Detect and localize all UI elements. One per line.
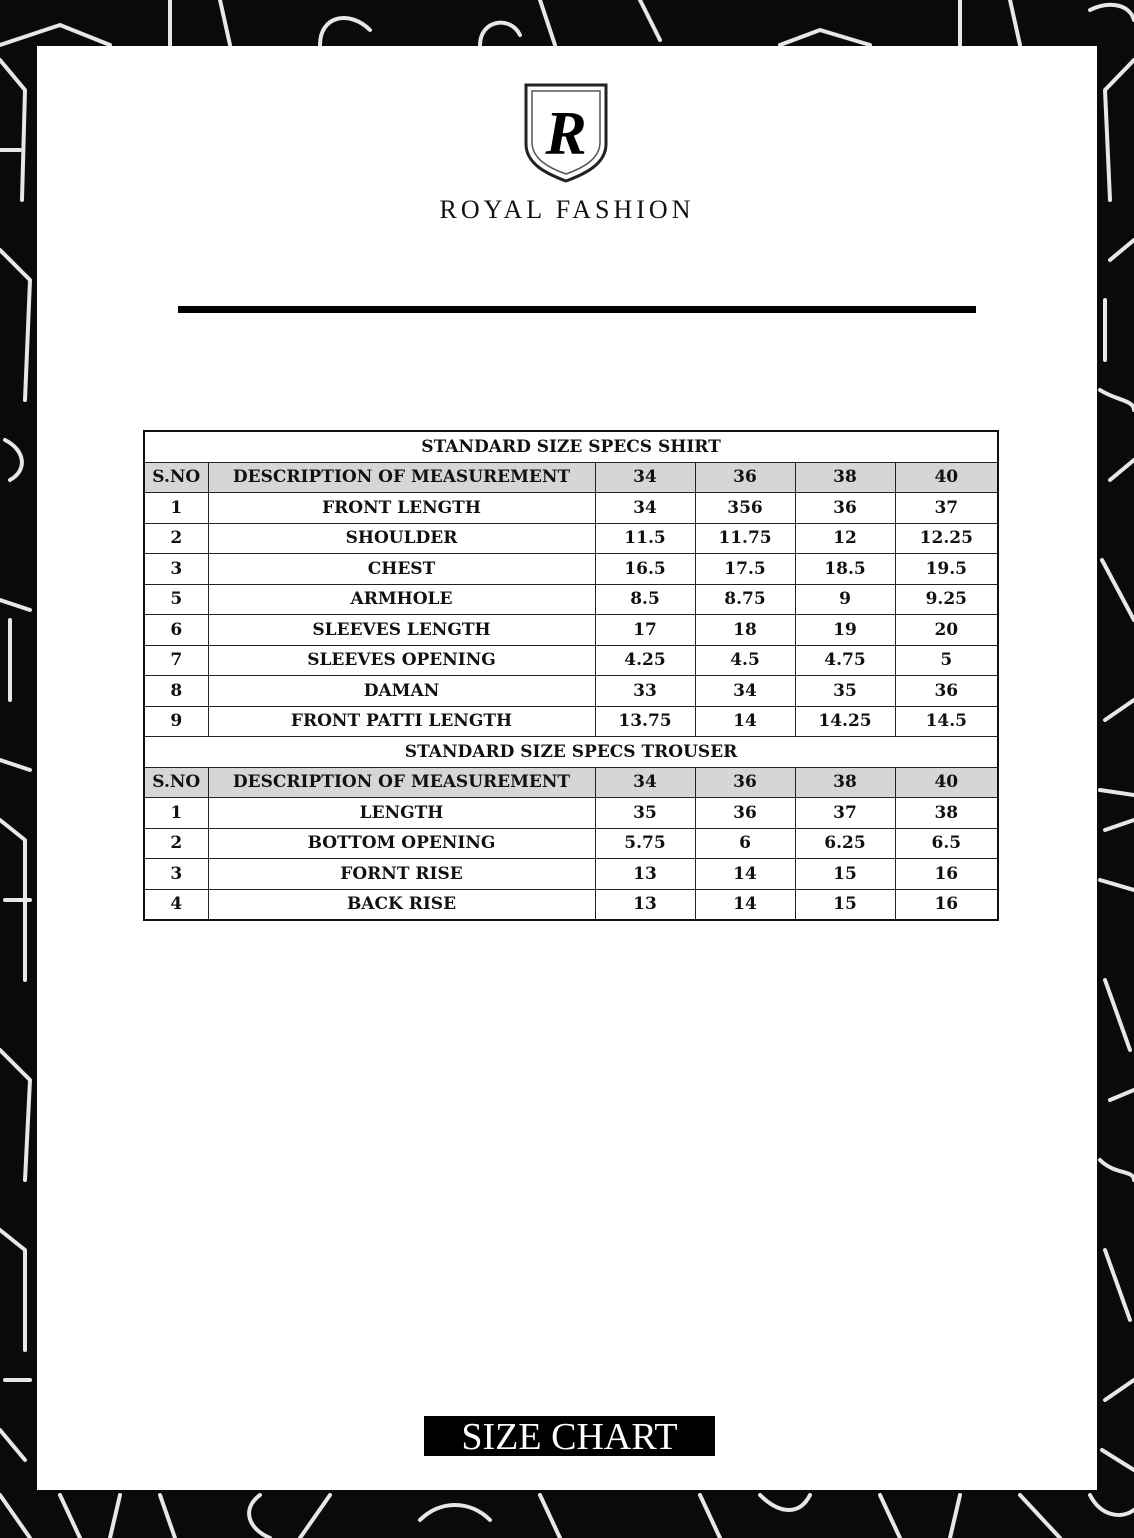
size-value-cell: 18.5 xyxy=(795,554,895,585)
size-value-cell: 8.5 xyxy=(595,584,695,615)
size-value-cell: 356 xyxy=(695,493,795,524)
size-value-cell: 38 xyxy=(895,798,998,829)
size-value-cell: 9.25 xyxy=(895,584,998,615)
size-value-cell: 11.5 xyxy=(595,523,695,554)
measurement-cell: FRONT PATTI LENGTH xyxy=(208,706,595,737)
size-value-cell: 19.5 xyxy=(895,554,998,585)
size-value-cell: 15 xyxy=(795,889,895,920)
serial-cell: 2 xyxy=(144,523,208,554)
serial-cell: 5 xyxy=(144,584,208,615)
table-row xyxy=(144,584,998,615)
measurement-cell: BOTTOM OPENING xyxy=(208,828,595,859)
measurement-cell: ARMHOLE xyxy=(208,584,595,615)
column-header: 36 xyxy=(695,462,795,493)
table-row xyxy=(144,859,998,890)
column-header: DESCRIPTION OF MEASUREMENT xyxy=(208,767,595,798)
serial-cell: 6 xyxy=(144,615,208,646)
size-value-cell: 36 xyxy=(895,676,998,707)
shirt-header-row xyxy=(144,462,998,493)
size-value-cell: 34 xyxy=(695,676,795,707)
size-value-cell: 4.25 xyxy=(595,645,695,676)
size-value-cell: 13.75 xyxy=(595,706,695,737)
size-value-cell: 13 xyxy=(595,889,695,920)
table-row xyxy=(144,554,998,585)
size-value-cell: 9 xyxy=(795,584,895,615)
size-value-cell: 36 xyxy=(795,493,895,524)
table-row xyxy=(144,493,998,524)
column-header: DESCRIPTION OF MEASUREMENT xyxy=(208,462,595,493)
measurement-cell: FRONT LENGTH xyxy=(208,493,595,524)
size-value-cell: 17 xyxy=(595,615,695,646)
serial-cell: 2 xyxy=(144,828,208,859)
trouser-rows xyxy=(144,798,998,921)
royal-fashion-logo xyxy=(523,82,609,184)
column-header: 38 xyxy=(795,767,895,798)
size-value-cell: 15 xyxy=(795,859,895,890)
size-value-cell: 14 xyxy=(695,889,795,920)
measurement-cell: SLEEVES OPENING xyxy=(208,645,595,676)
column-header: S.NO xyxy=(144,462,208,493)
size-value-cell: 4.75 xyxy=(795,645,895,676)
measurement-cell: SLEEVES LENGTH xyxy=(208,615,595,646)
column-header: 38 xyxy=(795,462,895,493)
table-row xyxy=(144,798,998,829)
size-value-cell: 20 xyxy=(895,615,998,646)
table-row xyxy=(144,676,998,707)
size-value-cell: 16.5 xyxy=(595,554,695,585)
size-value-cell: 14.5 xyxy=(895,706,998,737)
brand-name: ROYAL FASHION xyxy=(439,195,695,224)
measurement-cell: LENGTH xyxy=(208,798,595,829)
size-value-cell: 34 xyxy=(595,493,695,524)
table-row xyxy=(144,889,998,920)
serial-cell: 8 xyxy=(144,676,208,707)
divider-rule xyxy=(178,306,976,313)
size-value-cell: 19 xyxy=(795,615,895,646)
table-row xyxy=(144,645,998,676)
table-row xyxy=(144,828,998,859)
measurement-cell: SHOULDER xyxy=(208,523,595,554)
table-row xyxy=(144,523,998,554)
size-value-cell: 11.75 xyxy=(695,523,795,554)
size-value-cell: 14 xyxy=(695,706,795,737)
size-value-cell: 8.75 xyxy=(695,584,795,615)
size-spec-table xyxy=(143,430,999,921)
serial-cell: 1 xyxy=(144,798,208,829)
size-value-cell: 36 xyxy=(695,798,795,829)
size-value-cell: 4.5 xyxy=(695,645,795,676)
size-value-cell: 12.25 xyxy=(895,523,998,554)
measurement-cell: FORNT RISE xyxy=(208,859,595,890)
size-value-cell: 33 xyxy=(595,676,695,707)
size-value-cell: 18 xyxy=(695,615,795,646)
measurement-cell: BACK RISE xyxy=(208,889,595,920)
serial-cell: 7 xyxy=(144,645,208,676)
serial-cell: 1 xyxy=(144,493,208,524)
size-value-cell: 35 xyxy=(595,798,695,829)
column-header: 40 xyxy=(895,767,998,798)
size-value-cell: 14 xyxy=(695,859,795,890)
size-value-cell: 16 xyxy=(895,889,998,920)
size-value-cell: 37 xyxy=(795,798,895,829)
size-value-cell: 6.5 xyxy=(895,828,998,859)
size-value-cell: 6.25 xyxy=(795,828,895,859)
shirt-table-title: STANDARD SIZE SPECS SHIRT xyxy=(144,431,998,462)
column-header: S.NO xyxy=(144,767,208,798)
trouser-section xyxy=(144,737,998,798)
table-row xyxy=(144,615,998,646)
column-header: 34 xyxy=(595,462,695,493)
measurement-cell: DAMAN xyxy=(208,676,595,707)
size-value-cell: 6 xyxy=(695,828,795,859)
size-value-cell: 12 xyxy=(795,523,895,554)
size-value-cell: 16 xyxy=(895,859,998,890)
serial-cell: 3 xyxy=(144,554,208,585)
size-value-cell: 14.25 xyxy=(795,706,895,737)
shirt-section xyxy=(144,431,998,493)
trouser-header-row xyxy=(144,767,998,798)
serial-cell: 4 xyxy=(144,889,208,920)
trouser-table-title: STANDARD SIZE SPECS TROUSER xyxy=(144,737,998,768)
size-value-cell: 5 xyxy=(895,645,998,676)
size-value-cell: 13 xyxy=(595,859,695,890)
size-value-cell: 5.75 xyxy=(595,828,695,859)
table-row xyxy=(144,706,998,737)
size-chart-label: SIZE CHART xyxy=(424,1416,715,1456)
column-header: 36 xyxy=(695,767,795,798)
size-value-cell: 35 xyxy=(795,676,895,707)
size-value-cell: 17.5 xyxy=(695,554,795,585)
logo-monogram: R xyxy=(545,100,587,168)
measurement-cell: CHEST xyxy=(208,554,595,585)
column-header: 34 xyxy=(595,767,695,798)
shirt-rows xyxy=(144,493,998,737)
column-header: 40 xyxy=(895,462,998,493)
size-value-cell: 37 xyxy=(895,493,998,524)
serial-cell: 3 xyxy=(144,859,208,890)
serial-cell: 9 xyxy=(144,706,208,737)
